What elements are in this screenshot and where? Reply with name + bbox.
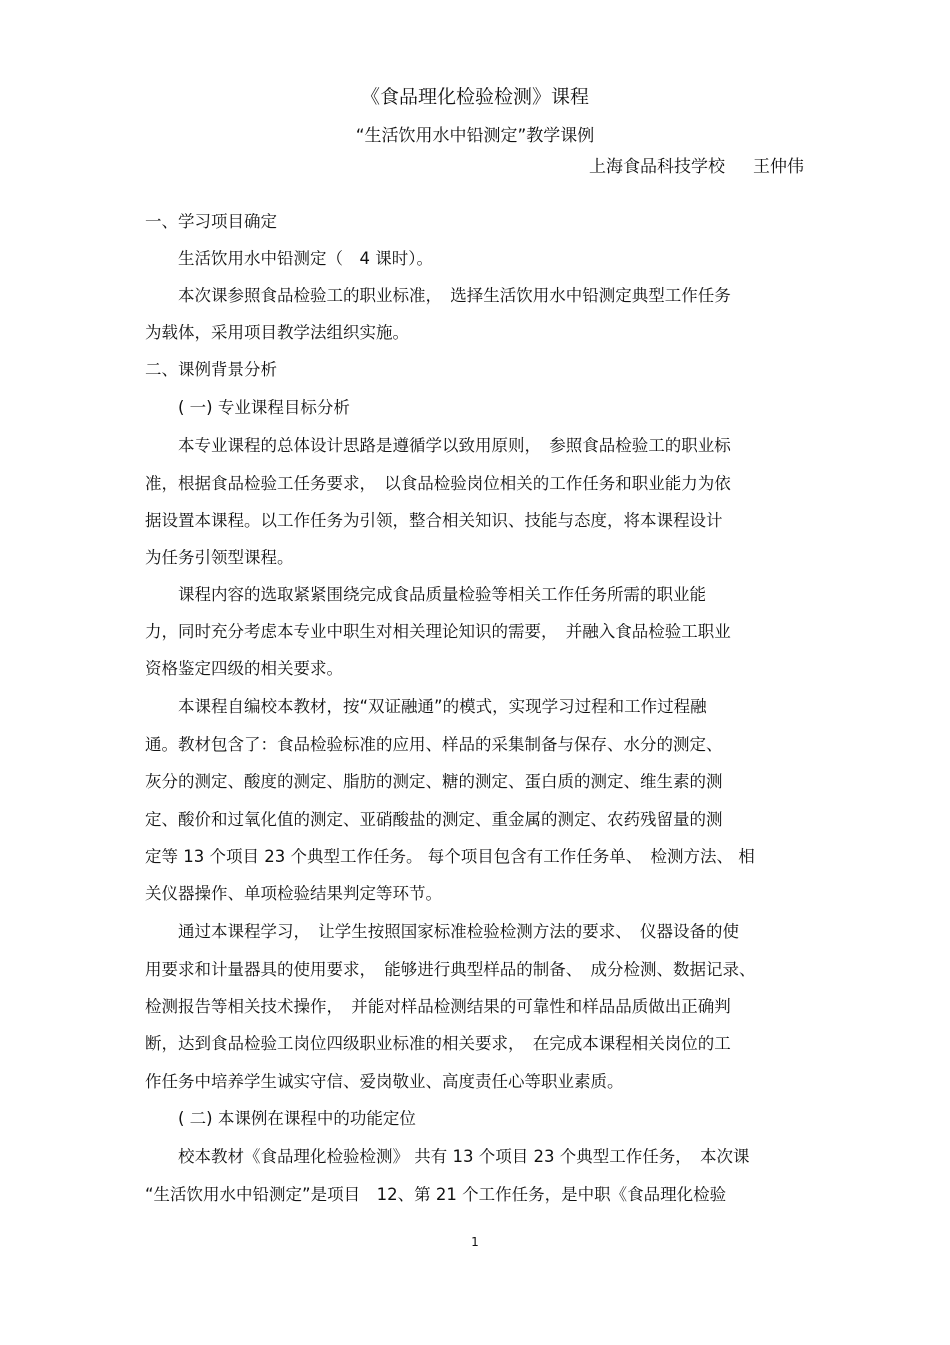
body-line: 生活饮用水中铅测定（ 4 课时）。	[145, 249, 433, 268]
body-line: 本次课参照食品检验工的职业标准， 选择生活饮用水中铅测定典型工作任务	[145, 286, 731, 305]
body-line: 断，达到食品检验工岗位四级职业标准的相关要求， 在完成本课程相关岗位的工	[145, 1034, 731, 1053]
body-line: 定等 13 个项目 23 个典型工作任务。 每个项目包含有工作任务单、 检测方法、 相	[145, 847, 755, 866]
body-line: 校本教材《食品理化检验检测》 共有 13 个项目 23 个典型工作任务， 本次课	[145, 1147, 750, 1166]
body-line: 用要求和计量器具的使用要求， 能够进行典型样品的制备、 成分检测、数据记录、	[145, 960, 756, 979]
page-number: 1	[471, 1235, 479, 1249]
body-line: 作任务中培养学生诚实守信、爱岗敬业、高度责任心等职业素质。	[145, 1072, 624, 1091]
body-line: “生活饮用水中铅测定”是项目 12、第 21 个工作任务，是中职《食品理化检验	[145, 1185, 727, 1204]
body-line: 二、课例背景分析	[145, 360, 277, 379]
body-line: 通过本课程学习， 让学生按照国家标准检验检测方法的要求、 仪器设备的使	[145, 922, 739, 941]
body-line: 为载体，采用项目教学法组织实施。	[145, 323, 409, 342]
body-line: ( 一) 专业课程目标分析	[145, 398, 350, 417]
body-line: 为任务引领型课程。	[145, 548, 294, 567]
body-line: 定、酸价和过氧化值的测定、亚硝酸盐的测定、重金属的测定、农药残留量的测	[145, 810, 723, 829]
body-line: 灰分的测定、酸度的测定、脂肪的测定、糖的测定、蛋白质的测定、维生素的测	[145, 772, 723, 791]
body-line: 本课程自编校本教材，按“双证融通”的模式，实现学习过程和工作过程融	[145, 697, 707, 716]
body-line: 本专业课程的总体设计思路是遵循学以致用原则， 参照食品检验工的职业标	[145, 436, 731, 455]
body-line: 通。教材包含了：食品检验标准的应用、样品的采集制备与保存、水分的测定、	[145, 735, 723, 754]
body-line: ( 二) 本课例在课程中的功能定位	[145, 1109, 416, 1128]
body-line: 关仪器操作、单项检验结果判定等环节。	[145, 884, 442, 903]
body-line: 准，根据食品检验工任务要求， 以食品检验岗位相关的工作任务和职业能力为依	[145, 474, 731, 493]
school-name: 上海食品科技学校	[589, 157, 725, 177]
body-line: 据设置本课程。以工作任务为引领，整合相关知识、技能与态度，将本课程设计	[145, 511, 723, 530]
body-line: 课程内容的选取紧紧围绕完成食品质量检验等相关工作任务所需的职业能	[145, 585, 706, 604]
document-title: 《食品理化检验检测》课程	[360, 86, 589, 108]
author-line	[561, 152, 804, 177]
body-line: 一、学习项目确定	[145, 212, 277, 231]
author-name: 王仲伟	[753, 157, 804, 177]
body-line: 资格鉴定四级的相关要求。	[145, 659, 343, 678]
body-line: 检测报告等相关技术操作， 并能对样品检测结果的可靠性和样品品质做出正确判	[145, 997, 731, 1016]
document-subtitle: “生活饮用水中铅测定”教学课例	[355, 126, 595, 146]
body-line: 力，同时充分考虑本专业中职生对相关理论知识的需要， 并融入食品检验工职业	[145, 622, 731, 641]
